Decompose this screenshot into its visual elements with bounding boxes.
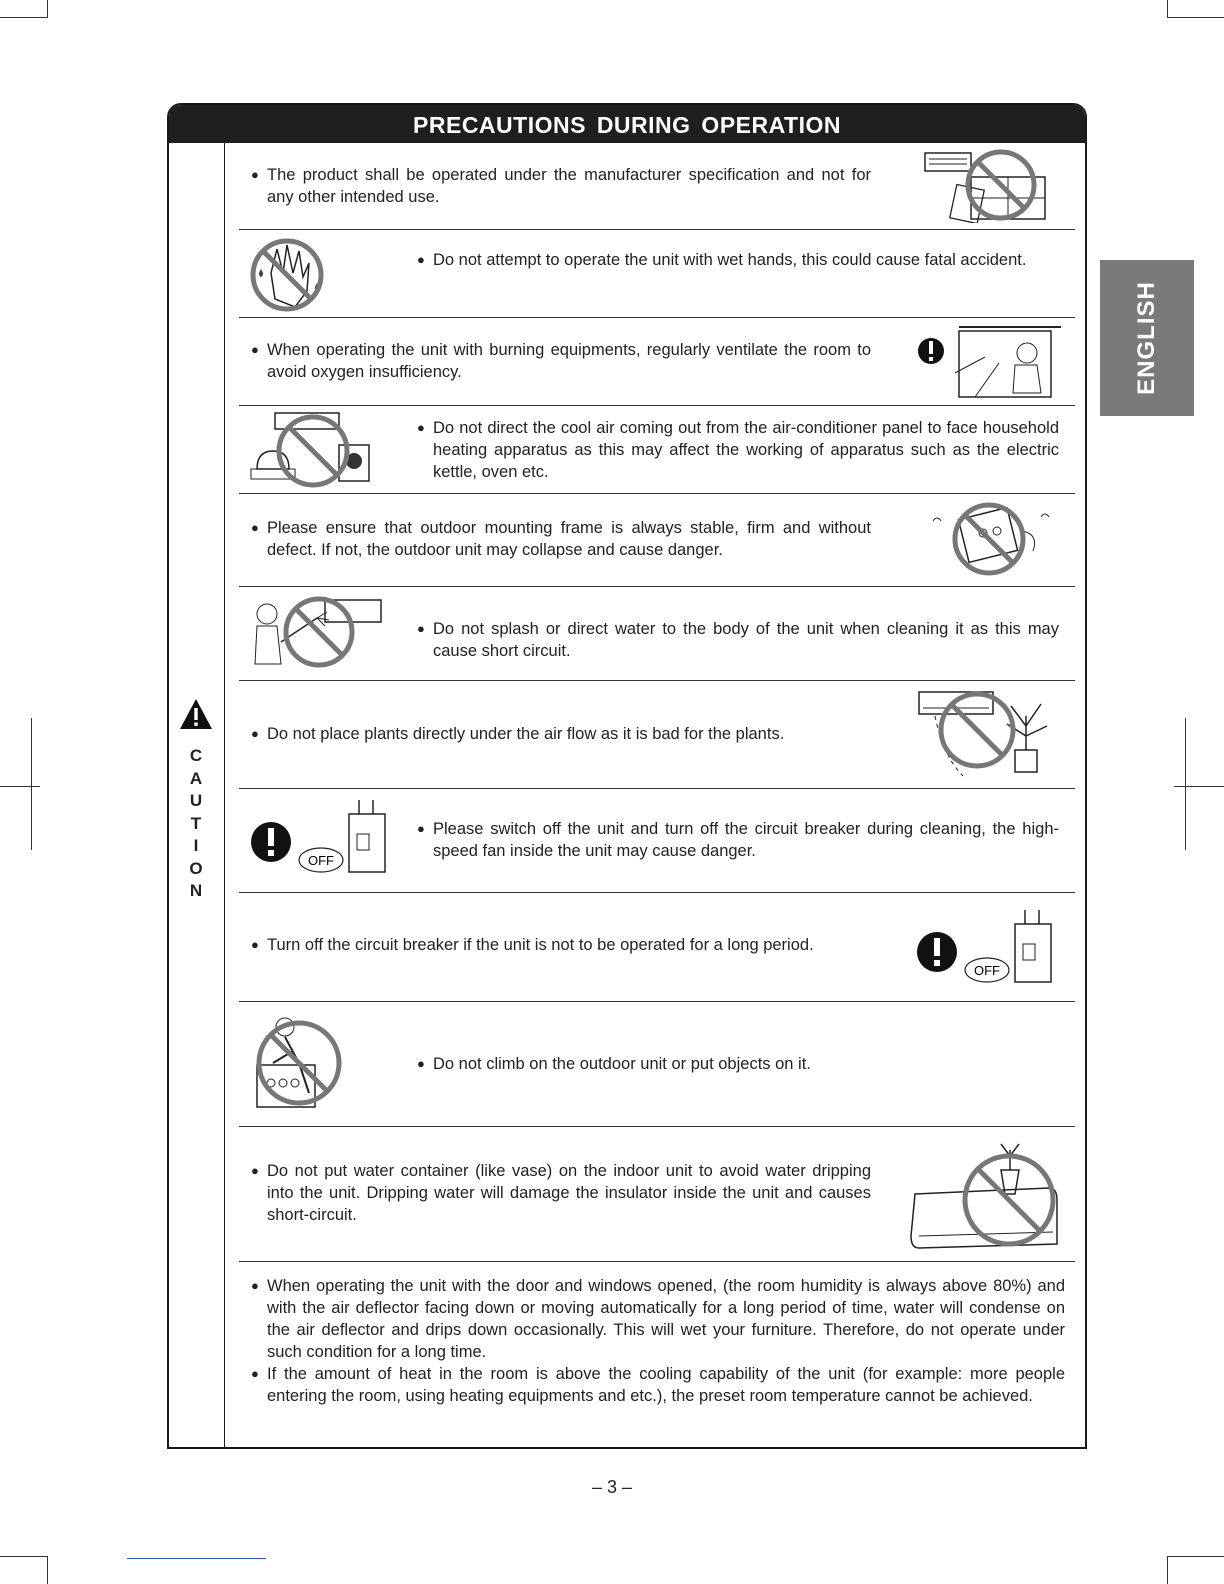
heating-apparatus-prohibited-icon bbox=[247, 409, 383, 489]
caution-letter: N bbox=[189, 881, 203, 900]
precaution-text: ● When operating the unit with the door and windows opened, (the room humidity is always above 80%) and with the air deflector facing down or moving automatically for a long period of time, water will condense on the air deflector and drips down occasionally. This will wet your furniture. Therefore, do not operate under such condition for a long time. bbox=[251, 1275, 1065, 1363]
language-tab bbox=[1100, 260, 1194, 416]
wet-hand-prohibited-icon bbox=[247, 233, 329, 315]
crop-mark bbox=[31, 718, 32, 850]
crop-mark bbox=[0, 786, 40, 787]
precaution-text: ● Do not splash or direct water to the body of the unit when cleaning it as this may cause short circuit. bbox=[417, 618, 1059, 662]
vase-prohibited-icon bbox=[909, 1140, 1061, 1250]
crop-mark bbox=[1167, 17, 1224, 18]
list-item bbox=[239, 229, 1075, 318]
crop-mark bbox=[47, 1556, 48, 1584]
caution-letter: O bbox=[189, 858, 203, 878]
crop-mark bbox=[1167, 1556, 1168, 1584]
off-label: OFF bbox=[308, 853, 334, 868]
language-tab-label: ENGLISH bbox=[1133, 281, 1160, 395]
precaution-text: ● Do not put water container (like vase) on the indoor unit to avoid water dripping into the unit. Dripping water will damage the insulator inside the unit and causes short-circuit. bbox=[251, 1160, 871, 1226]
footer-line bbox=[127, 1558, 266, 1559]
caution-letter: A bbox=[189, 768, 203, 788]
precaution-text: ● Do not climb on the outdoor unit or put objects on it. bbox=[417, 1053, 1059, 1075]
warning-triangle-icon bbox=[178, 697, 214, 731]
precaution-text: ● Please switch off the unit and turn off the circuit breaker during cleaning, the high-speed fan inside the unit may cause danger. bbox=[417, 818, 1059, 862]
list-item bbox=[239, 317, 1075, 406]
list-item bbox=[239, 892, 1075, 1002]
precaution-text: ● Do not direct the cool air coming out from the air-conditioner panel to face household heating apparatus as this may affect the working of apparatus such as the electric kettle, oven etc. bbox=[417, 417, 1059, 483]
list-item bbox=[239, 143, 1075, 230]
list-item bbox=[239, 1001, 1075, 1127]
caution-letter: U bbox=[189, 791, 203, 810]
list-item bbox=[239, 586, 1075, 681]
caution-label bbox=[186, 745, 206, 903]
list-item bbox=[239, 1126, 1075, 1262]
precaution-text: ● Do not attempt to operate the unit with wet hands, this could cause fatal accident. bbox=[417, 249, 1059, 271]
precaution-text: ● Please ensure that outdoor mounting frame is always stable, firm and without defect. If not, the outdoor unit may collapse and cause danger. bbox=[251, 517, 871, 561]
circuit-breaker-off-icon bbox=[249, 798, 399, 880]
off-label: OFF bbox=[974, 963, 1000, 978]
air-conditioner-prohibited-icon bbox=[921, 147, 1047, 223]
caution-letter: C bbox=[189, 746, 203, 765]
page-title: PRECAUTIONS DURING OPERATION bbox=[169, 105, 1085, 143]
precaution-text: ● When operating the unit with burning equipments, regularly ventilate the room to avoid oxygen insufficiency. bbox=[251, 339, 871, 383]
precaution-text: ● If the amount of heat in the room is above the cooling capability of the unit (for example: more people entering the room, using heating equipments and etc.), the preset room temperature cannot be achieved. bbox=[251, 1363, 1065, 1407]
list-item bbox=[239, 788, 1075, 893]
list-item bbox=[239, 405, 1075, 494]
caution-letter: I bbox=[193, 836, 199, 855]
precaution-text: ● Do not place plants directly under the air flow as it is bad for the plants. bbox=[251, 723, 891, 745]
page-number: – 3 – bbox=[591, 1477, 633, 1497]
crop-mark bbox=[0, 17, 48, 18]
circuit-breaker-off-icon bbox=[915, 908, 1065, 990]
list-item bbox=[239, 680, 1075, 789]
crop-mark bbox=[1185, 718, 1186, 850]
water-splash-prohibited-icon bbox=[247, 592, 387, 674]
ventilate-window-icon bbox=[915, 323, 1063, 401]
crop-mark bbox=[0, 1556, 48, 1557]
precaution-text: ● Turn off the circuit breaker if the unit is not to be operated for a long period. bbox=[251, 934, 911, 956]
list-item bbox=[239, 1261, 1075, 1441]
climb-prohibited-icon bbox=[249, 1013, 353, 1115]
crop-mark bbox=[47, 0, 48, 18]
precautions-panel bbox=[167, 103, 1087, 1449]
outdoor-unit-collapse-icon bbox=[927, 497, 1057, 583]
list-item bbox=[239, 493, 1075, 587]
precaution-text: ● The product shall be operated under the manufacturer specification and not for any other intended use. bbox=[251, 164, 871, 208]
crop-mark bbox=[1167, 0, 1168, 18]
crop-mark bbox=[1174, 786, 1224, 787]
plant-airflow-prohibited-icon bbox=[915, 686, 1061, 784]
side-column-divider bbox=[224, 143, 225, 1447]
caution-letter: T bbox=[190, 813, 202, 833]
crop-mark bbox=[1167, 1556, 1224, 1557]
